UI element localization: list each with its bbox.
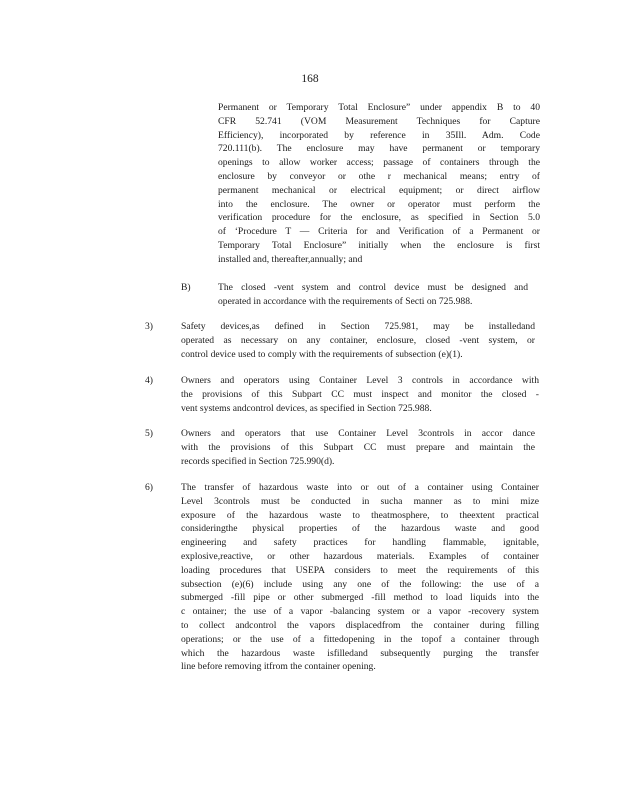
intro-line: Efficiency), incorporated by reference in 35Ill. Adm. Code [218, 129, 540, 141]
item-6-line: operations; or the use of a fittedopening in the topof a container through [181, 633, 539, 645]
item-6-line: subsection (e)(6) include using any one of the following: the use of a [181, 578, 539, 590]
page-number: 168 [301, 73, 319, 85]
item-3-paragraph [181, 320, 535, 361]
item-6-line: explosive,reactive, or other hazardous materials. Examples of container [181, 550, 539, 562]
intro-line: verification procedure for the enclosure, as specified in Section 5.0 [218, 212, 540, 224]
intro-paragraph [218, 101, 540, 267]
item-6-line: consideringthe physical properties of the hazardous waste and good [181, 523, 539, 535]
item-5-line: records specified in Section 725.990(d). [181, 455, 335, 467]
item-6-line: to collect andcontrol the vapors displacedfrom the container during filling [181, 619, 539, 631]
item-6-line: The transfer of hazardous waste into or out of a container using Container [181, 482, 539, 493]
item-6-line: engineering and safety practices for handling flammable, ignitable, [181, 537, 539, 549]
intro-line: permanent mechanical or electrical equipment; or direct airflow [218, 184, 540, 196]
item-6-line: loading procedures that USEPA considers to meet the requirements of this [181, 564, 539, 576]
item-6-line: c ontainer; the use of a vapor -balancing system or a vapor -recovery system [181, 606, 539, 618]
item-5-marker: 5) [145, 428, 153, 439]
intro-line: Temporary Total Enclosure” initially when the enclosure is first [218, 239, 540, 251]
item-6-line: which the hazardous waste isfilledand subsequently purging the transfer [181, 647, 539, 659]
item-4-paragraph [181, 374, 539, 415]
intro-line: installed and, thereafter,annually; and [218, 253, 363, 265]
item-6-line: Level 3controls must be conducted in sucha manner as to mini mize [181, 495, 539, 507]
item-b-marker: B) [181, 282, 191, 293]
item-b-paragraph [218, 281, 528, 309]
intro-line: enclosure by conveyor or othe r mechanical means; entry of [218, 170, 540, 182]
item-6-marker: 6) [145, 482, 153, 493]
item-3-line: Safety devices,as defined in Section 725.981, may be installedand [181, 321, 535, 332]
item-6-line: line before removing itfrom the container opening. [181, 661, 376, 673]
item-6-paragraph [181, 481, 539, 674]
intro-line: CFR 52.741 (VOM Measurement Techniques for Capture [218, 115, 540, 127]
item-b-line: operated in accordance with the requirements of Secti on 725.988. [218, 295, 473, 307]
item-b-line: The closed -vent system and control device must be designed and [218, 282, 528, 293]
intro-line: of ‘Procedure T — Criteria for and Verification of a Permanent or [218, 226, 540, 238]
item-6-line: submerged -fill pipe or other submerged -fill method to load liquids into the [181, 592, 539, 604]
item-4-line: vent systems andcontrol devices, as specified in Section 725.988. [181, 402, 432, 414]
intro-line: openings to allow worker access; passage of containers through the [218, 157, 540, 169]
item-5-line: with the provisions of this Subpart CC must prepare and maintain the [181, 441, 535, 453]
item-6-line: exposure of the hazardous waste to theatmosphere, to theextent practical [181, 509, 539, 521]
intro-line: 720.111(b). The enclosure may have permanent or temporary [218, 143, 540, 155]
item-5-line: Owners and operators that use Container Level 3controls in accor dance [181, 428, 535, 439]
item-3-line: control device used to comply with the requirements of subsection (e)(1). [181, 348, 463, 360]
item-3-marker: 3) [145, 321, 153, 332]
item-5-paragraph [181, 427, 535, 468]
item-4-line: Owners and operators using Container Level 3 controls in accordance with [181, 375, 539, 386]
item-4-line: the provisions of this Subpart CC must inspect and monitor the closed - [181, 388, 539, 400]
item-4-marker: 4) [145, 375, 153, 386]
item-3-line: operated as necessary on any container, enclosure, closed -vent system, or [181, 334, 535, 346]
intro-line: Permanent or Temporary Total Enclosure” under appendix B to 40 [218, 102, 540, 113]
intro-line: into the enclosure. The owner or operator must perform the [218, 198, 540, 210]
